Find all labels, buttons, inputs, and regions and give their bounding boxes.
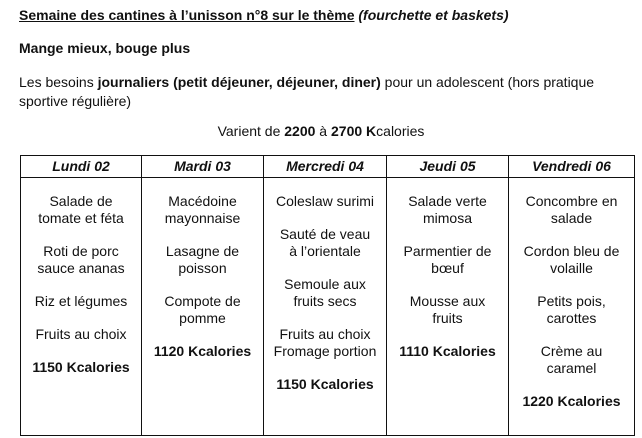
- dish: Mousse aux fruits: [409, 293, 486, 326]
- range-max: 2700 K: [331, 123, 377, 139]
- title-main: Semaine des cantines à l’unisson n°8 sur le thème: [19, 7, 355, 23]
- day-header-monday: Lundi 02: [21, 156, 142, 178]
- dish: Concombre en salade: [525, 193, 618, 226]
- dish: Crème au caramel: [540, 343, 603, 376]
- dish: Petits pois, carottes: [537, 293, 606, 326]
- day-column-tuesday: [142, 178, 264, 435]
- dish: Semoule aux fruits secs: [284, 276, 366, 309]
- range-suffix: calories: [376, 123, 425, 139]
- dish: Fruits au choix Fromage portion: [273, 326, 377, 359]
- intro-paragraph: [19, 73, 619, 111]
- dish: Coleslaw surimi: [275, 193, 375, 209]
- kcal-total: 1220 Kcalories: [522, 393, 621, 409]
- dish: Salade de tomate et féta: [38, 193, 124, 226]
- day-column-thursday: [387, 178, 509, 435]
- calorie-range: [0, 123, 642, 139]
- day-header-thursday: Jeudi 05: [387, 156, 509, 178]
- day-column-wednesday: [264, 178, 387, 435]
- dish: Lasagne de poisson: [165, 243, 240, 276]
- day-header-wednesday: Mercredi 04: [264, 156, 387, 178]
- kcal-total: 1150 Kcalories: [276, 376, 374, 392]
- dish: Compote de pomme: [164, 293, 241, 326]
- intro-after: pour un adolescent (hors pratique sportive régulière): [19, 74, 595, 109]
- menu-table: [20, 155, 635, 436]
- day-column-friday: [509, 178, 634, 435]
- dish: Parmentier de bœuf: [403, 243, 492, 276]
- range-min: 2200: [284, 123, 316, 139]
- dish: Macédoine mayonnaise: [164, 193, 241, 226]
- day-column-monday: [21, 178, 142, 435]
- day-header-tuesday: Mardi 03: [142, 156, 264, 178]
- kcal-total: 1110 Kcalories: [399, 343, 496, 359]
- kcal-total: 1150 Kcalories: [32, 359, 130, 375]
- dish: Fruits au choix: [35, 326, 127, 342]
- intro-bold: journaliers (petit déjeuner, déjeuner, diner): [97, 74, 381, 90]
- intro-before: Les besoins: [19, 74, 98, 90]
- dish: Salade verte mimosa: [408, 193, 487, 226]
- document-subtitle: Mange mieux, bouge plus: [19, 40, 191, 56]
- day-header-friday: Vendredi 06: [509, 156, 634, 178]
- dish: Riz et légumes: [34, 293, 128, 309]
- range-mid: à: [315, 123, 331, 139]
- title-theme: (fourchette et baskets): [358, 7, 509, 23]
- document-title: [19, 7, 509, 23]
- dish: Roti de porc sauce ananas: [37, 243, 125, 276]
- dish: Cordon bleu de volaille: [523, 243, 620, 276]
- kcal-total: 1120 Kcalories: [153, 343, 252, 359]
- range-prefix: Varient de: [217, 123, 285, 139]
- dish: Sauté de veau à l’orientale: [279, 226, 371, 259]
